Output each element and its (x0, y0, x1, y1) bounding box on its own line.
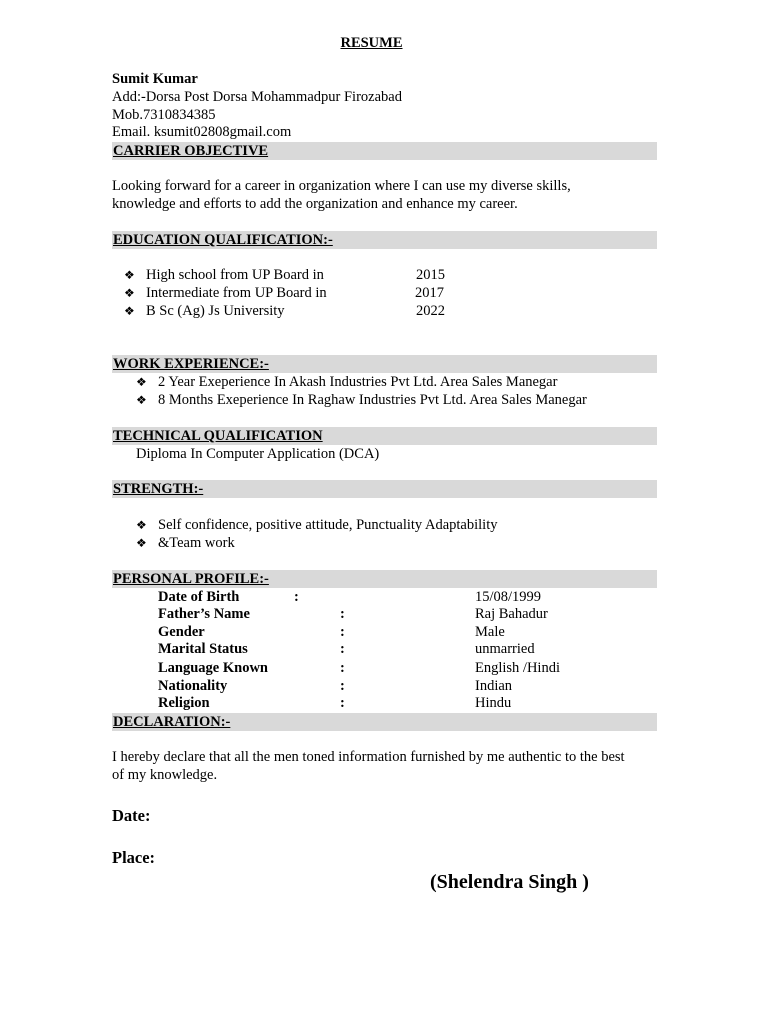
technical-heading: TECHNICAL QUALIFICATION (113, 428, 323, 444)
personal-heading: PERSONAL PROFILE:- (113, 571, 269, 587)
education-item (124, 302, 285, 320)
profile-separator: : (294, 589, 299, 605)
education-item-text: Intermediate from UP Board in (146, 285, 327, 301)
strength-heading: STRENGTH:- (113, 481, 204, 497)
profile-label-language: Language Known (158, 660, 268, 676)
profile-separator: : (340, 695, 345, 711)
objective-heading: CARRIER OBJECTIVE (113, 143, 269, 159)
diamond-bullet-icon: ❖ (124, 286, 135, 300)
profile-value-nationality: Indian (475, 678, 513, 694)
education-item-text: High school from UP Board in (146, 267, 324, 283)
declaration-heading: DECLARATION:- (113, 714, 231, 730)
diamond-bullet-icon: ❖ (136, 393, 147, 407)
email-line: Email. ksumit02808gmail.com (112, 124, 292, 140)
technical-heading-band (112, 427, 657, 445)
profile-separator: : (340, 678, 345, 694)
education-item-year: 2022 (416, 303, 445, 319)
strength-item-text: &Team work (158, 535, 235, 551)
profile-value-gender: Male (475, 624, 505, 640)
profile-label-dob: Date of Birth (158, 589, 240, 605)
work-item-text: 2 Year Exeperience In Akash Industries Pvt Ltd. Area Sales Manegar (158, 374, 558, 390)
education-item (124, 266, 324, 284)
declaration-heading-band (112, 713, 657, 731)
profile-value-marital: unmarried (475, 641, 535, 657)
profile-separator: : (340, 606, 345, 622)
profile-value-dob: 15/08/1999 (475, 589, 542, 605)
technical-text: Diploma In Computer Application (DCA) (136, 446, 380, 462)
objective-line-1: Looking forward for a career in organization where I can use my diverse skills, (112, 178, 571, 194)
work-item-text: 8 Months Exeperience In Raghaw Industries Pvt Ltd. Area Sales Manegar (158, 392, 587, 408)
signature-name: (Shelendra Singh ) (430, 871, 589, 893)
profile-label-gender: Gender (158, 624, 205, 640)
education-item-year: 2017 (415, 285, 444, 301)
profile-separator: : (340, 660, 345, 676)
date-label: Date: (112, 806, 151, 825)
declaration-line-2: of my knowledge. (112, 767, 218, 783)
diamond-bullet-icon: ❖ (136, 518, 147, 532)
place-label: Place: (112, 848, 156, 867)
profile-separator: : (340, 641, 345, 657)
education-item (124, 284, 327, 302)
education-heading-band (112, 231, 657, 249)
profile-value-father: Raj Bahadur (475, 606, 548, 622)
resume-title: RESUME (340, 35, 403, 51)
education-heading: EDUCATION QUALIFICATION:- (113, 232, 333, 248)
objective-heading-band (112, 142, 657, 160)
strength-item (136, 534, 235, 552)
personal-heading-band (112, 570, 657, 588)
profile-label-marital: Marital Status (158, 641, 248, 657)
profile-separator: : (340, 624, 345, 640)
profile-label-religion: Religion (158, 695, 210, 711)
diamond-bullet-icon: ❖ (124, 268, 135, 282)
education-item-text: B Sc (Ag) Js University (146, 303, 285, 319)
address-line: Add:-Dorsa Post Dorsa Mohammadpur Firozabad (112, 89, 402, 105)
diamond-bullet-icon: ❖ (124, 304, 135, 318)
strength-heading-band (112, 480, 657, 498)
strength-item (136, 516, 497, 534)
diamond-bullet-icon: ❖ (136, 375, 147, 389)
work-item (136, 391, 587, 409)
diamond-bullet-icon: ❖ (136, 536, 147, 550)
work-heading-band (112, 355, 657, 373)
profile-value-language: English /Hindi (475, 660, 560, 676)
work-heading: WORK EXPERIENCE:- (113, 356, 269, 372)
candidate-name: Sumit Kumar (112, 71, 198, 87)
declaration-line-1: I hereby declare that all the men toned information furnished by me authentic to the best (112, 749, 625, 765)
profile-label-father: Father’s Name (158, 606, 250, 622)
work-item (136, 373, 557, 391)
mobile-line: Mob.7310834385 (112, 107, 216, 123)
profile-value-religion: Hindu (475, 695, 512, 711)
profile-label-nationality: Nationality (158, 678, 228, 694)
strength-item-text: Self confidence, positive attitude, Punctuality Adaptability (158, 517, 498, 533)
objective-line-2: knowledge and efforts to add the organization and enhance my career. (112, 196, 518, 212)
education-item-year: 2015 (416, 267, 445, 283)
